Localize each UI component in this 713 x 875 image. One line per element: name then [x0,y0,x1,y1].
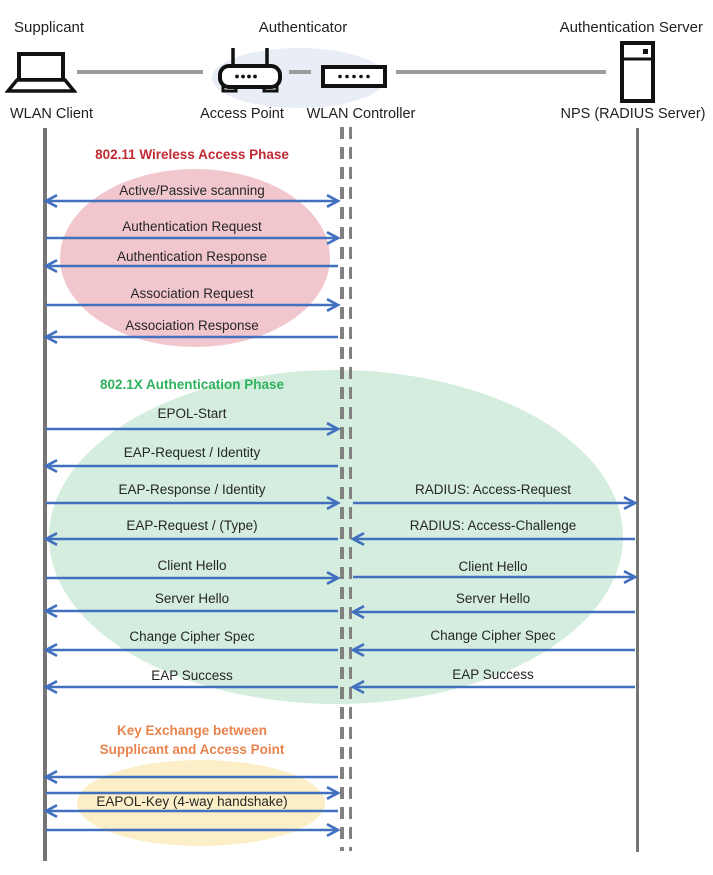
message-label: Active/Passive scanning [119,183,265,198]
key-exchange-title-line2: Supplicant and Access Point [99,742,285,757]
role-supplicant: Supplicant [14,19,85,36]
laptop-icon [5,50,77,96]
message-label: Authentication Request [122,219,262,234]
access-point-icon [215,45,285,95]
connector-line [77,70,203,74]
message-label: EAP-Response / Identity [118,482,266,497]
message-label: Server Hello [154,591,230,606]
message-label: Change Cipher Spec [129,629,255,644]
message-label: Association Request [130,286,254,301]
message-label: Authentication Response [116,249,268,264]
wlan-controller-icon [320,63,388,89]
message-label: Association Response [125,318,259,333]
node-label-wlan-controller: WLAN Controller [306,106,416,122]
message-arrow-left [0,769,713,785]
message-label: EAPOL-Key (4-way handshake) [96,794,288,809]
node-label-nps: NPS (RADIUS Server) [560,106,706,122]
message-label: Change Cipher Spec [430,628,556,643]
message-label: Client Hello [458,559,528,574]
connector-line [289,70,311,74]
dot1x-phase-title: 802.1X Authentication Phase [99,377,285,392]
node-label-access-point: Access Point [200,106,284,122]
message-label: EAP-Request / (Type) [126,518,258,533]
key-exchange-title-line1: Key Exchange between [116,723,268,738]
node-label-wlan-client: WLAN Client [10,106,93,122]
message-label: Client Hello [157,558,227,573]
role-authentication-server: Authentication Server [559,19,703,36]
message-arrow-right [0,822,713,838]
message-label: Server Hello [455,591,531,606]
message-label: EAP Success [452,667,534,682]
message-label: RADIUS: Access-Challenge [409,518,577,533]
connector-line [396,70,606,74]
message-label: EPOL-Start [157,406,227,421]
message-label: EAP-Request / Identity [123,445,261,460]
server-icon [617,40,657,104]
message-label: RADIUS: Access-Request [414,482,572,497]
message-label: EAP Success [151,668,233,683]
role-authenticator: Authenticator [258,19,348,36]
wireless-phase-title: 802.11 Wireless Access Phase [95,147,289,162]
message-arrow-right [0,421,713,437]
